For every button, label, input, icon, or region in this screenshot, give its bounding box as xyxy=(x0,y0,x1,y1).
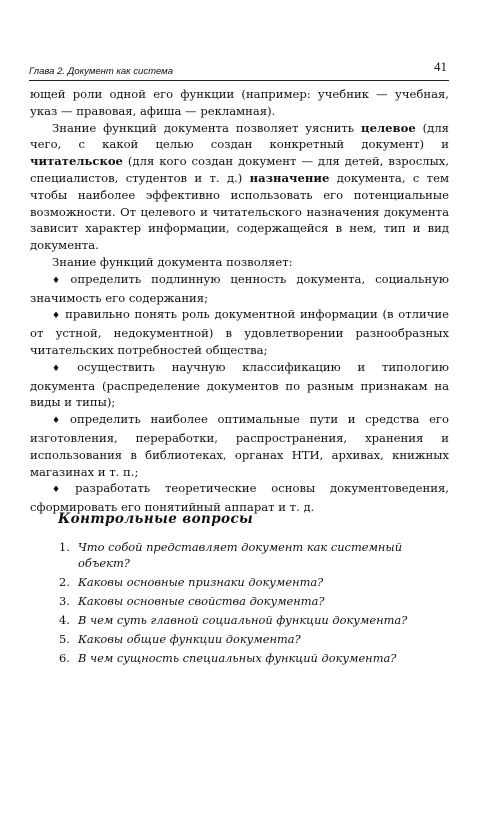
diamond-bullet-icon: ♦ xyxy=(52,275,67,286)
section-heading: Контрольные вопросы xyxy=(58,511,254,527)
question-item xyxy=(56,651,451,667)
term-purpose: назначение xyxy=(249,170,330,185)
diamond-bullet-icon: ♦ xyxy=(52,416,67,427)
question-text: Каковы общие функции документа? xyxy=(78,631,301,646)
bullet-item xyxy=(30,411,449,480)
question-number: 3. xyxy=(59,593,70,608)
chapter-title: Глава 2. Документ как система xyxy=(29,66,173,77)
question-number: 6. xyxy=(59,650,70,665)
body-text xyxy=(30,86,449,516)
text-run: документа, с тем чтобы наиболее эффективно использовать его потенциальные возможности. От целевого и читательского назначения документа зависит характер информации, содержащейся в нем, тип и вид документа. xyxy=(30,170,449,253)
bullet-text: определить подлинную ценность документа, социальную значимость его содержания; xyxy=(30,271,449,305)
paragraph-intro-list: Знание функций документа позволяет: xyxy=(52,254,293,269)
text-run: (для кого создан документ — для детей, взрослых, специалистов, студентов и т. д.) xyxy=(30,154,449,185)
bullet-item xyxy=(30,359,449,411)
paragraph-continuation: ющей роли одной его функции (например: учебник — учебная, указ — правовая, афиша — рекламная). xyxy=(30,87,449,118)
text-run: (для чего, с какой целью создан конкретный документ) и xyxy=(30,120,449,152)
question-text: В чем сущность специальных функций документа? xyxy=(78,650,397,665)
question-text: Каковы основные признаки документа? xyxy=(78,574,324,589)
question-text: Каковы основные свойства документа? xyxy=(78,593,325,608)
diamond-bullet-icon: ♦ xyxy=(52,485,72,496)
bullet-item xyxy=(30,271,449,307)
question-number: 4. xyxy=(59,612,70,627)
bullet-text: определить наиболее оптимальные пути и средства его изготовления, переработки, распространения, хранения и использования в библиотеках, органах НТИ, архивах, книжных магазинах и т. п.; xyxy=(30,412,449,479)
question-item xyxy=(56,632,451,648)
term-reader: читательское xyxy=(30,154,123,169)
question-item xyxy=(56,594,451,610)
question-text: Что собой представляет документ как системный объект? xyxy=(78,540,403,570)
question-text: В чем суть главной социальной функции документа? xyxy=(78,612,408,627)
bullet-item xyxy=(30,306,449,358)
question-item xyxy=(56,613,451,629)
bullet-text: правильно понять роль документной информации (в отличие от устной, недокументной) в удовлетворении разнообразных читательских потребностей общества; xyxy=(30,307,449,357)
term-target: целевое xyxy=(361,120,416,135)
paragraph-purpose xyxy=(30,120,449,254)
question-item xyxy=(56,540,451,571)
question-number: 2. xyxy=(59,574,70,589)
bullet-text: осуществить научную классификацию и типологию документа (распределение документов по разным признакам на виды и типы); xyxy=(30,359,449,410)
diamond-bullet-icon: ♦ xyxy=(52,311,62,322)
question-number: 1. xyxy=(59,540,70,554)
question-number: 5. xyxy=(59,631,70,646)
text-run: Знание функций документа позволяет уяснить xyxy=(52,120,362,135)
page-number: 41 xyxy=(434,59,447,74)
questions-list xyxy=(56,540,451,670)
bullet-text: разработать теоретические основы документоведения, сформировать его понятийный аппарат и т. д. xyxy=(30,481,449,515)
running-head xyxy=(29,58,449,81)
question-item xyxy=(56,575,451,591)
diamond-bullet-icon: ♦ xyxy=(52,363,74,374)
